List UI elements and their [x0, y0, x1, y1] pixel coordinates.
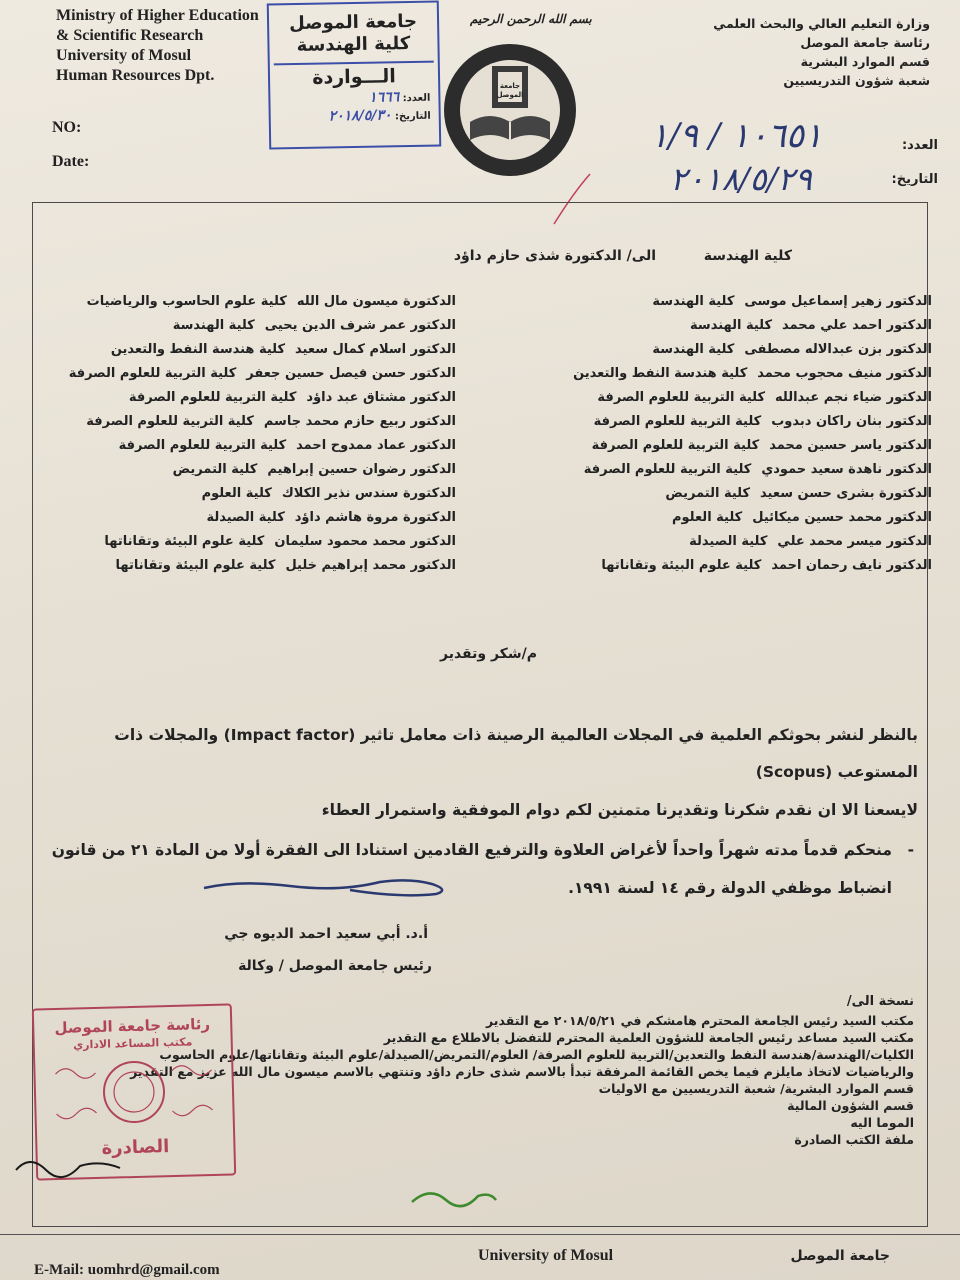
recipients-left-column	[54, 290, 456, 578]
recipient-college: كلية العلوم	[201, 486, 272, 501]
recipient-row	[54, 434, 456, 458]
recipient-name: الدكتور عماد ممدوح احمد	[296, 438, 456, 453]
subject-line: م/شكر وتقدير	[440, 646, 537, 662]
recipient-row	[500, 362, 932, 386]
recipient-row	[54, 530, 456, 554]
incoming-stamp-line-1: جامعة الموصل	[288, 10, 418, 35]
english-header-line-4: Human Resources Dpt.	[56, 67, 215, 84]
addressee-college: كلية الهندسة	[703, 248, 792, 264]
footer-rule	[0, 1234, 960, 1235]
recipient-college: كلية التربية للعلوم الصرفة	[118, 438, 287, 453]
body-paragraph-1-line-2: المستوعب (Scopus)	[755, 763, 918, 781]
english-header-line-3: University of Mosul	[56, 47, 192, 64]
recipient-row	[54, 410, 456, 434]
signature-icon	[200, 862, 470, 902]
recipient-row	[54, 362, 456, 386]
incoming-stamp-line-2: كلية الهندسة	[296, 33, 411, 56]
recipient-row	[54, 458, 456, 482]
basmala: بسم الله الرحمن الرحيم	[470, 12, 592, 26]
recipient-name: الدكتور ميسر محمد علي	[777, 534, 932, 549]
university-logo-icon	[440, 40, 580, 180]
cc-line: مكتب السيد رئيس الجامعة المحترم هامشكم في ٢٠١٨/٥/٢١ مع التقدير	[486, 1013, 914, 1028]
arabic-header-line-2: رئاسة جامعة الموصل	[800, 35, 930, 50]
english-header-line-1: Ministry of Higher Education	[56, 7, 259, 24]
recipient-name: الدكتور نايف رحمان احمد	[771, 558, 932, 573]
recipient-row	[54, 506, 456, 530]
recipient-college: كلية علوم الحاسوب والرياضيات	[86, 294, 287, 309]
recipient-name: الدكتور ياسر حسين محمد	[769, 438, 932, 453]
recipient-name: الدكتور بنان راكان دبدوب	[771, 414, 932, 429]
recipient-college: كلية العلوم	[671, 510, 743, 525]
recipient-college: كلية الصيدلة	[689, 534, 768, 549]
incoming-stamp-number-label: العدد:	[402, 92, 431, 105]
recipient-name: الدكتورة مروة هاشم داؤد	[294, 510, 456, 525]
recipient-college: كلية التربية للعلوم الصرفة	[86, 414, 254, 429]
recipient-name: الدكتورة ميسون مال الله	[296, 294, 456, 309]
recipient-college: كلية الصيدلة	[206, 510, 285, 525]
recipient-row	[500, 338, 932, 362]
english-header-line-2: & Scientific Research	[56, 27, 204, 44]
logo-text: جامعة الموصل	[496, 82, 524, 99]
recipient-college: كلية الهندسة	[652, 342, 735, 357]
body-paragraph-1-line-1: بالنظر لنشر بحوثكم العلمية في المجلات العالمية الرصينة ذات معامل تاثير (Impact factor) والمجلات ذات	[114, 726, 918, 744]
recipient-row	[500, 554, 932, 578]
incoming-stamp-date-label: التاريخ:	[394, 110, 431, 123]
recipient-name: الدكتورة سندس نذير الكلاك	[281, 486, 456, 501]
recipient-name: الدكتور محمد محمود سليمان	[274, 534, 456, 549]
recipients-right-column	[500, 290, 932, 578]
university-logo	[440, 40, 580, 180]
recipient-college: كلية الهندسة	[652, 294, 735, 309]
recipient-name: الدكتور ضياء نجم عبدالله	[775, 390, 932, 405]
cc-line: ملفة الكتب الصادرة	[794, 1132, 914, 1147]
date-label-ar: التاريخ:	[891, 172, 938, 187]
recipient-row	[54, 314, 456, 338]
arabic-header-line-3: قسم الموارد البشرية	[800, 54, 930, 69]
recipient-name: الدكتور ناهدة سعيد حمودي	[761, 462, 932, 477]
body-paragraph-2: لايسعنا الا ان نقدم شكرنا وتقديرنا متمنين لكم دوام الموفقية واستمرار العطاء	[321, 801, 918, 819]
green-annotation-icon	[406, 1180, 502, 1214]
english-header	[56, 6, 259, 86]
cc-heading: نسخة الى/	[846, 994, 914, 1009]
recipient-row	[54, 338, 456, 362]
outgoing-stamp-line-3: الصادرة	[101, 1136, 170, 1159]
recipient-college: كلية التمريض	[665, 486, 751, 501]
handwritten-date: ٢٠١٨/٥/٢٩	[670, 160, 812, 198]
recipient-college: كلية هندسة النفط والتعدين	[573, 366, 748, 381]
recipient-college: كلية علوم البيئة وتقاناتها	[115, 558, 276, 573]
recipient-name: الدكتور محمد إبراهيم خليل	[285, 558, 456, 573]
recipient-row	[54, 386, 456, 410]
signatory-title: رئيس جامعة الموصل / وكالة	[238, 958, 432, 974]
recipient-college: كلية علوم البيئة وتقاناتها	[104, 534, 265, 549]
recipient-name: الدكتور عمر شرف الدين يحيى	[264, 318, 456, 333]
recipient-college: كلية الهندسة	[172, 318, 255, 333]
footer-email: E-Mail: uomhrd@gmail.com	[34, 1262, 220, 1278]
recipient-row	[500, 434, 932, 458]
recipient-row	[54, 482, 456, 506]
recipient-college: كلية هندسة النفط والتعدين	[110, 342, 286, 357]
footer-university-ar: جامعة الموصل	[790, 1248, 890, 1264]
recipient-name: الدكتور مشتاق عبد داؤد	[306, 390, 456, 405]
recipient-name: الدكتور حسن فيصل حسين جعفر	[246, 366, 456, 381]
cc-line: مكتب السيد مساعد رئيس الجامعة للشؤون العلمية المحترم للتفضل بالاطلاع مع التقدير	[383, 1030, 914, 1045]
body-paragraph-3-line-2: انضباط موظفي الدولة رقم ١٤ لسنة ١٩٩١.	[568, 879, 892, 897]
recipient-college: كلية التربية للعلوم الصرفة	[583, 462, 752, 477]
recipient-college: كلية التربية للعلوم الصرفة	[591, 438, 760, 453]
incoming-stamp-line-3: الـــواردة	[312, 65, 396, 89]
recipient-college: كلية التربية للعلوم الصرفة	[597, 390, 765, 405]
addressee-to: الى/ الدكتورة شذى حازم داؤد	[453, 248, 656, 264]
cc-line: قسم الشؤون المالية	[787, 1098, 914, 1113]
recipient-row	[54, 290, 456, 314]
outgoing-stamp-line-1: رئاسة جامعة الموصل	[54, 1014, 211, 1038]
recipient-college: كلية التربية للعلوم الصرفة	[128, 390, 297, 405]
cc-block	[130, 992, 914, 1148]
recipient-row	[500, 314, 932, 338]
number-label-ar: العدد:	[901, 138, 938, 153]
no-label: NO:	[52, 119, 82, 136]
date-label: Date:	[52, 153, 90, 170]
cc-line: قسم الموارد البشرية/ شعبة التدريسيين مع الاوليات	[598, 1081, 914, 1096]
recipient-row	[500, 386, 932, 410]
arabic-header-line-1: وزارة التعليم العالي والبحث العلمي	[713, 16, 930, 31]
recipient-row	[500, 482, 932, 506]
incoming-stamp-number: ١٦٦٦	[368, 89, 400, 106]
signatory-name: أ.د. أبي سعيد احمد الديوه جي	[224, 926, 428, 942]
recipient-name: الدكتور ربيع حازم محمد جاسم	[263, 414, 456, 429]
recipient-college: كلية علوم البيئة وتقاناتها	[601, 558, 762, 573]
cc-line: الكليات/الهندسة/هندسة النفط والتعدين/التربية للعلوم الصرفة/ العلوم/التمريض/الصيدلة/علوم البيئة وتقاناتها/علوم الحاسوب	[159, 1047, 914, 1062]
recipient-row	[54, 554, 456, 578]
recipient-row	[500, 506, 932, 530]
recipient-college: كلية التربية للعلوم الصرفة	[68, 366, 237, 381]
handwritten-number: ١٠٦٥١ / ١/٩	[650, 116, 823, 156]
recipient-name: الدكتور محمد حسين ميكائيل	[752, 510, 932, 525]
footer-university-en: University of Mosul	[478, 1247, 614, 1264]
incoming-stamp	[267, 1, 442, 150]
recipient-college: كلية التربية للعلوم الصرفة	[593, 414, 762, 429]
recipient-name: الدكتورة بشرى حسن سعيد	[760, 486, 932, 501]
cc-line: والرياضيات لاتخاذ مايلزم فيما يخص القائمة المرفقة تبدأ بالاسم شذى حازم داؤد وتنتهي بالاسم ميسون مال الله عزيز مع التقدير	[130, 1064, 914, 1079]
body-paragraph-3-line-1: منحكم قدماً مدته شهراً واحداً لأغراض العلاوة والترفيع القادمين استنادا الى الفقرة أولا من المادة ٢١ من قانون	[51, 841, 892, 859]
recipient-name: الدكتور بزن عبدالاله مصطفى	[744, 342, 932, 357]
recipient-name: الدكتور منيف محجوب محمد	[757, 366, 932, 381]
recipient-name: الدكتور اسلام كمال سعيد	[295, 342, 456, 357]
incoming-stamp-date: ٢٠١٨/٥/٣٠	[328, 107, 392, 125]
outgoing-stamp-line-2: مكتب المساعد الاداري	[72, 1035, 193, 1052]
stamp-emblem-icon	[35, 1049, 233, 1134]
recipient-college: كلية الهندسة	[690, 318, 773, 333]
recipient-row	[500, 458, 932, 482]
recipient-name: الدكتور زهير إسماعيل موسى	[744, 294, 932, 309]
arabic-header-line-4: شعبة شؤون التدريسيين	[783, 73, 930, 88]
recipient-row	[500, 410, 932, 434]
recipient-name: الدكتور رضوان حسين إبراهيم	[267, 462, 456, 477]
recipient-name: الدكتور احمد علي محمد	[782, 318, 932, 333]
cc-line: الموما اليه	[850, 1115, 914, 1130]
initials-icon	[10, 1146, 130, 1186]
arabic-header	[713, 14, 930, 90]
recipient-row	[500, 290, 932, 314]
recipient-college: كلية التمريض	[172, 462, 258, 477]
recipient-row	[500, 530, 932, 554]
bullet-marker: -	[907, 841, 914, 859]
